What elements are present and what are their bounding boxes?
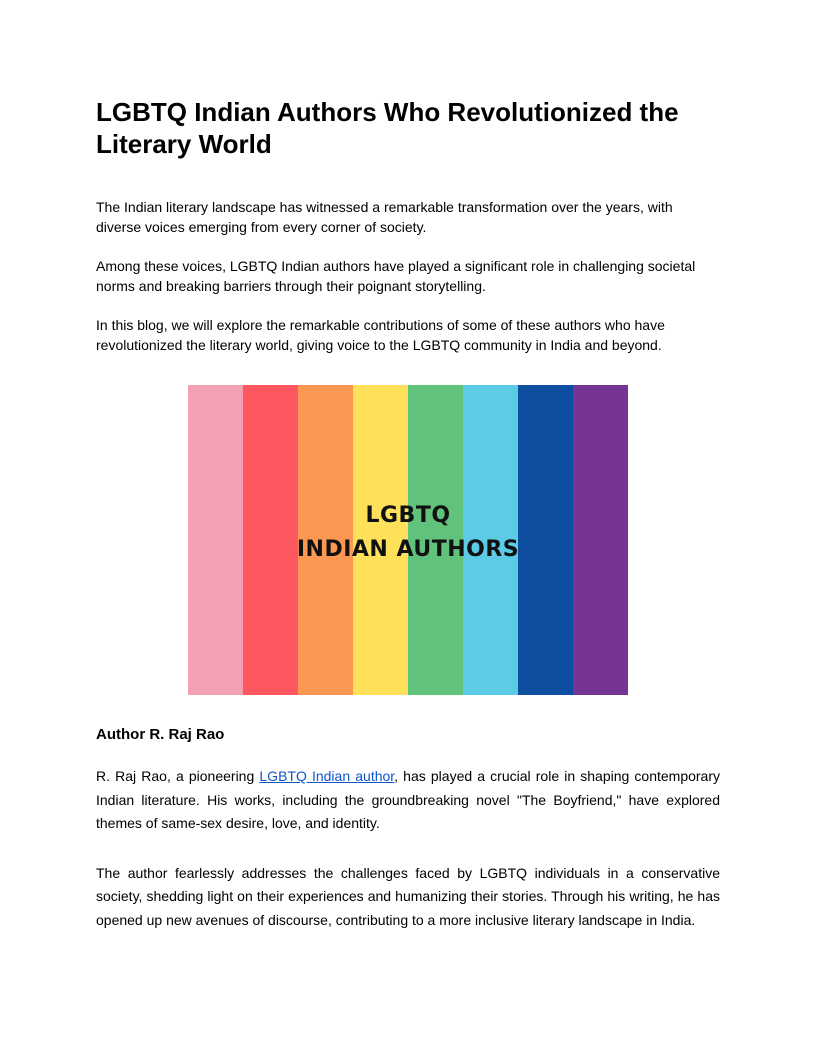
article-title: LGBTQ Indian Authors Who Revolutionized the Literary World	[96, 97, 679, 159]
stripe-green	[408, 385, 463, 695]
stripe-light-blue	[463, 385, 518, 695]
stripe-pink	[188, 385, 243, 695]
stripe-dark-blue	[518, 385, 573, 695]
stripe-yellow	[353, 385, 408, 695]
stripe-purple	[573, 385, 628, 695]
document-page	[96, 96, 720, 932]
rainbow-banner-image	[188, 385, 628, 695]
banner-line-2: INDIAN AUTHORS	[296, 537, 520, 562]
paragraph-text-before-link: R. Raj Rao, a pioneering	[96, 768, 260, 784]
intro-paragraph-1: The Indian literary landscape has witnessed a remarkable transformation over the years, with diverse voices emerging from every corner of society.	[96, 199, 673, 235]
intro-section	[96, 198, 720, 355]
paragraph-text-after-link: , has played a crucial role in shaping contemporary Indian literature. His works, including the groundbreaking novel "The Boyfriend," have explored themes of same-sex desire, love, and identity.	[96, 768, 721, 831]
author-paragraph-1	[96, 765, 720, 836]
author-heading: Author R. Raj Rao	[96, 726, 225, 743]
intro-paragraph-3: In this blog, we will explore the remarkable contributions of some of these authors who have revolutionized the literary world, giving voice to the LGBTQ community in India and beyond.	[96, 317, 665, 353]
stripe-red	[243, 385, 298, 695]
banner-image-container	[96, 385, 720, 695]
banner-line-1: LGBTQ	[365, 503, 451, 528]
lgbtq-indian-author-link[interactable]: LGBTQ Indian author	[259, 768, 395, 784]
author-paragraph-2: The author fearlessly addresses the challenges faced by LGBTQ individuals in a conservative society, shedding light on their experiences and humanizing their stories. Through his writing, he has opened up new avenues of discourse, contributing to a more inclusive literary landscape in India.	[96, 864, 720, 928]
stripe-orange	[298, 385, 353, 695]
intro-paragraph-2: Among these voices, LGBTQ Indian authors have played a significant role in challenging societal norms and breaking barriers through their poignant storytelling.	[96, 258, 696, 294]
